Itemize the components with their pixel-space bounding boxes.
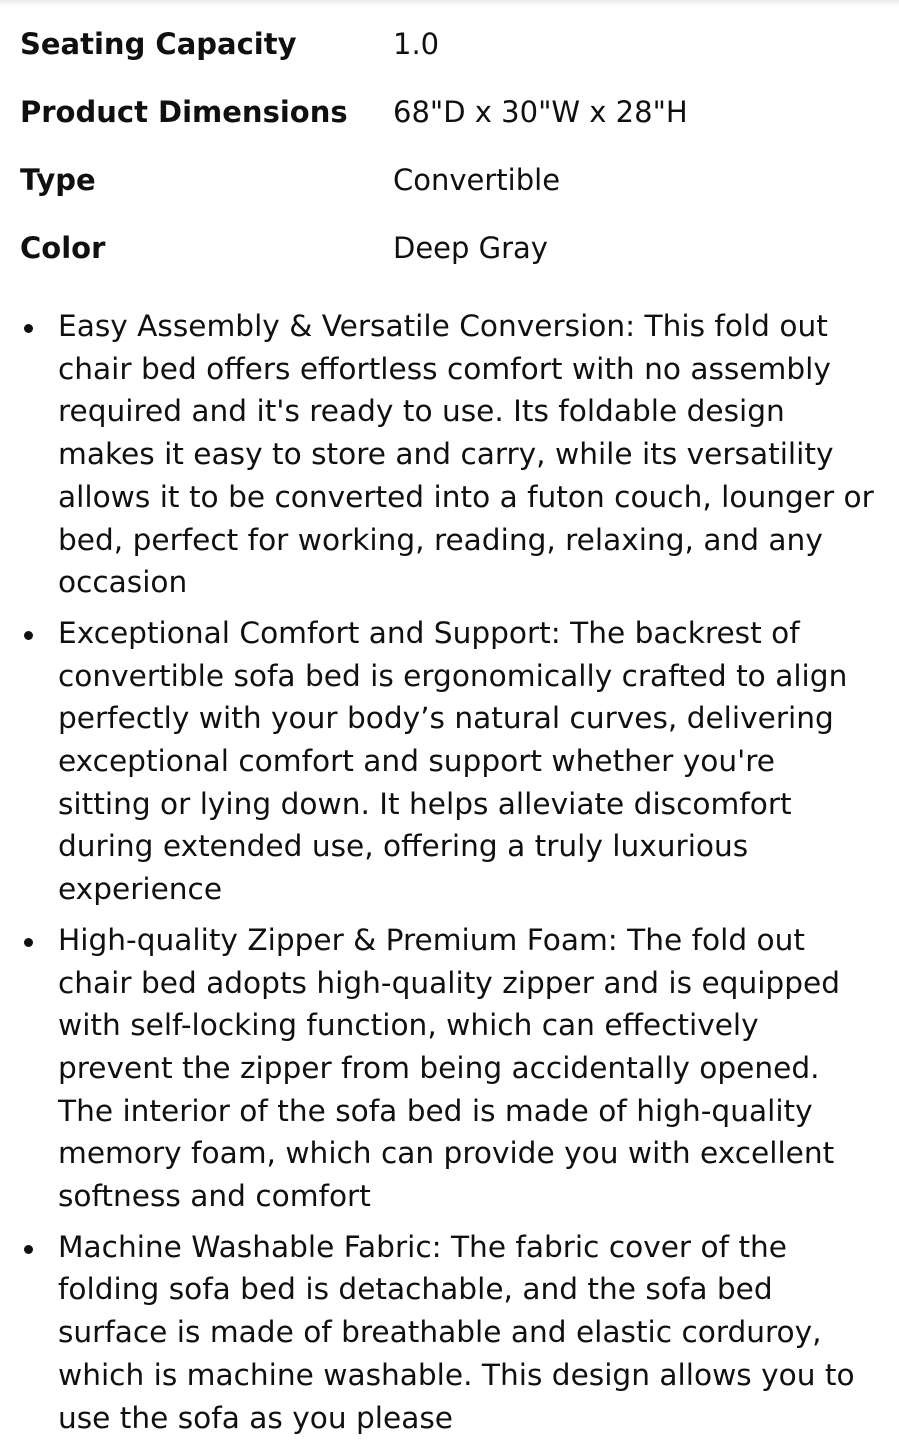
feature-bullet-item [0,1226,899,1440]
feature-bullet-item [0,919,899,1218]
spec-row-product-dimensions [20,88,880,156]
spec-value: Convertible [393,163,561,197]
bullet-dot-icon [24,631,33,640]
feature-text: Machine Washable Fabric: The fabric cover of the folding sofa bed is detachable, and the sofa bed surface is made of breathable and elastic corduroy, which is machine washable. This design allows you to use the sofa as you please [58,1229,855,1435]
feature-text: Easy Assembly & Versatile Conversion: This fold out chair bed offers effortless comfort with no assembly required and it's ready to use. Its foldable design makes it easy to store and carry, while its versatility allows it to be converted into a futon couch, lounger or bed, perfect for working, reading, relaxing, and any occasion [58,309,874,600]
spec-label: Type [20,163,96,197]
spec-label: Color [20,231,106,265]
spec-label: Product Dimensions [20,95,348,129]
top-shadow-divider [0,0,899,6]
feature-text: Exceptional Comfort and Support: The backrest of convertible sofa bed is ergonomically crafted to align perfectly with your body’s natural curves, delivering exceptional comfort and support whether you're sitting or lying down. It helps alleviate discomfort during extended use, offering a truly luxurious experience [58,615,848,907]
bullet-dot-icon [24,324,33,333]
product-specs-table [20,20,880,292]
feature-text: High-quality Zipper & Premium Foam: The fold out chair bed adopts high-quality zipper and is equipped with self-locking function, which can effectively prevent the zipper from being accidentally opened. The interior of the sofa bed is made of high-quality memory foam, which can provide you with excellent softness and comfort [58,922,840,1214]
spec-row-type [20,156,880,224]
bullet-dot-icon [24,938,33,947]
spec-value: 1.0 [393,27,440,61]
bullet-dot-icon [24,1245,33,1254]
spec-value: 68"D x 30"W x 28"H [393,95,688,129]
feature-bullet-item [0,612,899,911]
about-this-item-list [0,305,899,1447]
spec-label: Seating Capacity [20,27,297,61]
spec-value: Deep Gray [393,231,548,265]
feature-bullet-item [0,305,899,604]
spec-row-color [20,224,880,292]
spec-row-seating-capacity [20,20,880,88]
